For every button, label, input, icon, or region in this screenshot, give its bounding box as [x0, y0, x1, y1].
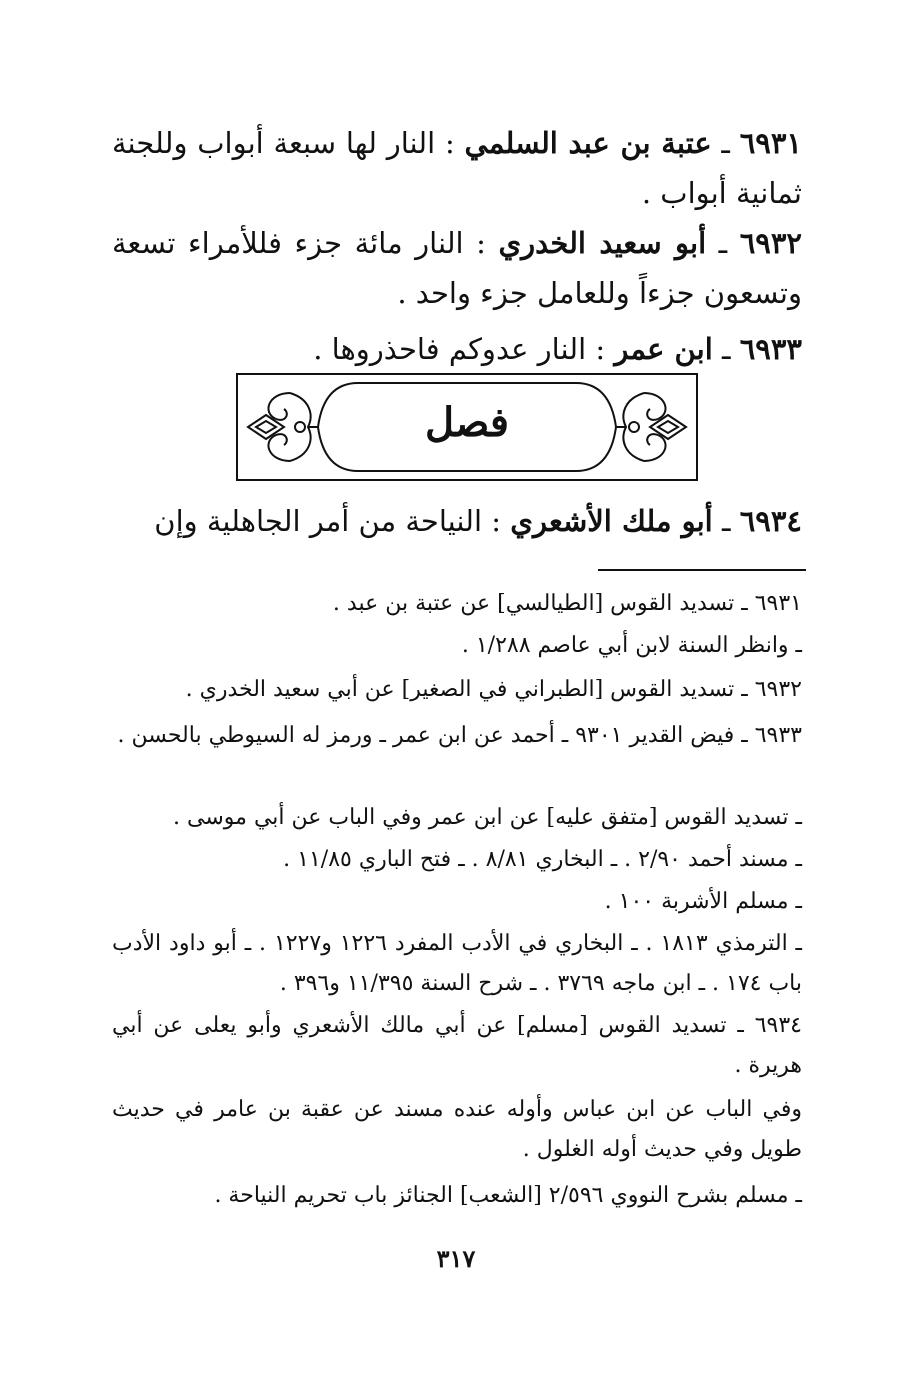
footnote: ـ وانظر السنة لابن أبي عاصم ١/٢٨٨ .: [461, 633, 802, 658]
hadith-text: : النار لها سبعة أبواب وللجنة ثمانية أبواب .: [112, 126, 802, 210]
footnote-divider: [598, 569, 806, 571]
hadith-text: : النياحة من أمر الجاهلية وإن: [154, 504, 502, 538]
hadith-6934: [112, 496, 802, 546]
separator: ـ: [706, 226, 740, 260]
hadith-number: ٦٩٣٤: [739, 504, 802, 538]
footnote: ٦٩٣٣ ـ فيض القدير ٩٣٠١ ـ أحمد عن ابن عمر ـ ورمز له السيوطي بالحسن .: [117, 723, 802, 748]
footnote: ـ تسديد القوس [متفق عليه] عن ابن عمر وفي الباب عن أبي موسى .: [173, 805, 802, 830]
hadith-text: : النار مائة جزء فللأمراء تسعة وتسعون جزءاً وللعامل جزء واحد .: [112, 226, 802, 310]
hadith-number: ٦٩٣٣: [739, 332, 802, 366]
separator: ـ: [712, 504, 740, 538]
separator: ـ: [712, 332, 740, 366]
hadith-narrator: ابن عمر: [614, 332, 713, 366]
hadith-number: ٦٩٣٢: [739, 226, 803, 260]
hadith-6931: [112, 118, 802, 218]
footnote: ـ مسلم الأشربة ١٠٠ .: [604, 889, 802, 914]
footnote: ٦٩٣٤ ـ تسديد القوس [مسلم] عن أبي مالك الأشعري وأبو يعلى عن أبي هريرة .: [112, 1013, 802, 1078]
footnote: ـ مسلم بشرح النووي ٢/٥٩٦ [الشعب] الجنائز باب تحريم النياحة .: [214, 1183, 802, 1208]
separator: ـ: [711, 126, 740, 160]
hadith-6932: [112, 218, 802, 318]
hadith-narrator: أبو سعيد الخدري: [498, 226, 707, 260]
footnote: ٦٩٣٢ ـ تسديد القوس [الطبراني في الصغير] عن أبي سعيد الخدري .: [185, 677, 802, 702]
section-header-frame: [236, 373, 698, 481]
section-title: فصل: [424, 399, 510, 446]
footnote: ـ الترمذي ١٨١٣ . ـ البخاري في الأدب المفرد ١٢٢٦ و١٢٢٧ . ـ أبو داود الأدب باب ١٧٤ . ـ ابن ماجه ٣٧٦٩ . ـ شرح السنة ١١/٣٩٥ و٣٩٦ .: [112, 931, 803, 996]
hadith-text: : النار عدوكم فاحذروها .: [313, 332, 606, 366]
footnote: ـ مسند أحمد ٢/٩٠ . ـ البخاري ٨/٨١ . ـ فتح الباري ١١/٨٥ .: [283, 847, 802, 872]
hadith-narrator: أبو ملك الأشعري: [510, 504, 713, 538]
hadith-number: ٦٩٣١: [739, 126, 803, 160]
footnote: وفي الباب عن ابن عباس وأوله عنده مسند عن عقبة بن عامر في حديث طويل وفي حديث أوله الغلول .: [112, 1097, 802, 1162]
hadith-6933: [112, 324, 802, 374]
footnote: ٦٩٣١ ـ تسديد القوس [الطيالسي] عن عتبة بن عبد .: [332, 591, 802, 616]
hadith-narrator: عتبة بن عبد السلمي: [464, 126, 712, 160]
page-number: ٣١٧: [436, 1244, 476, 1273]
